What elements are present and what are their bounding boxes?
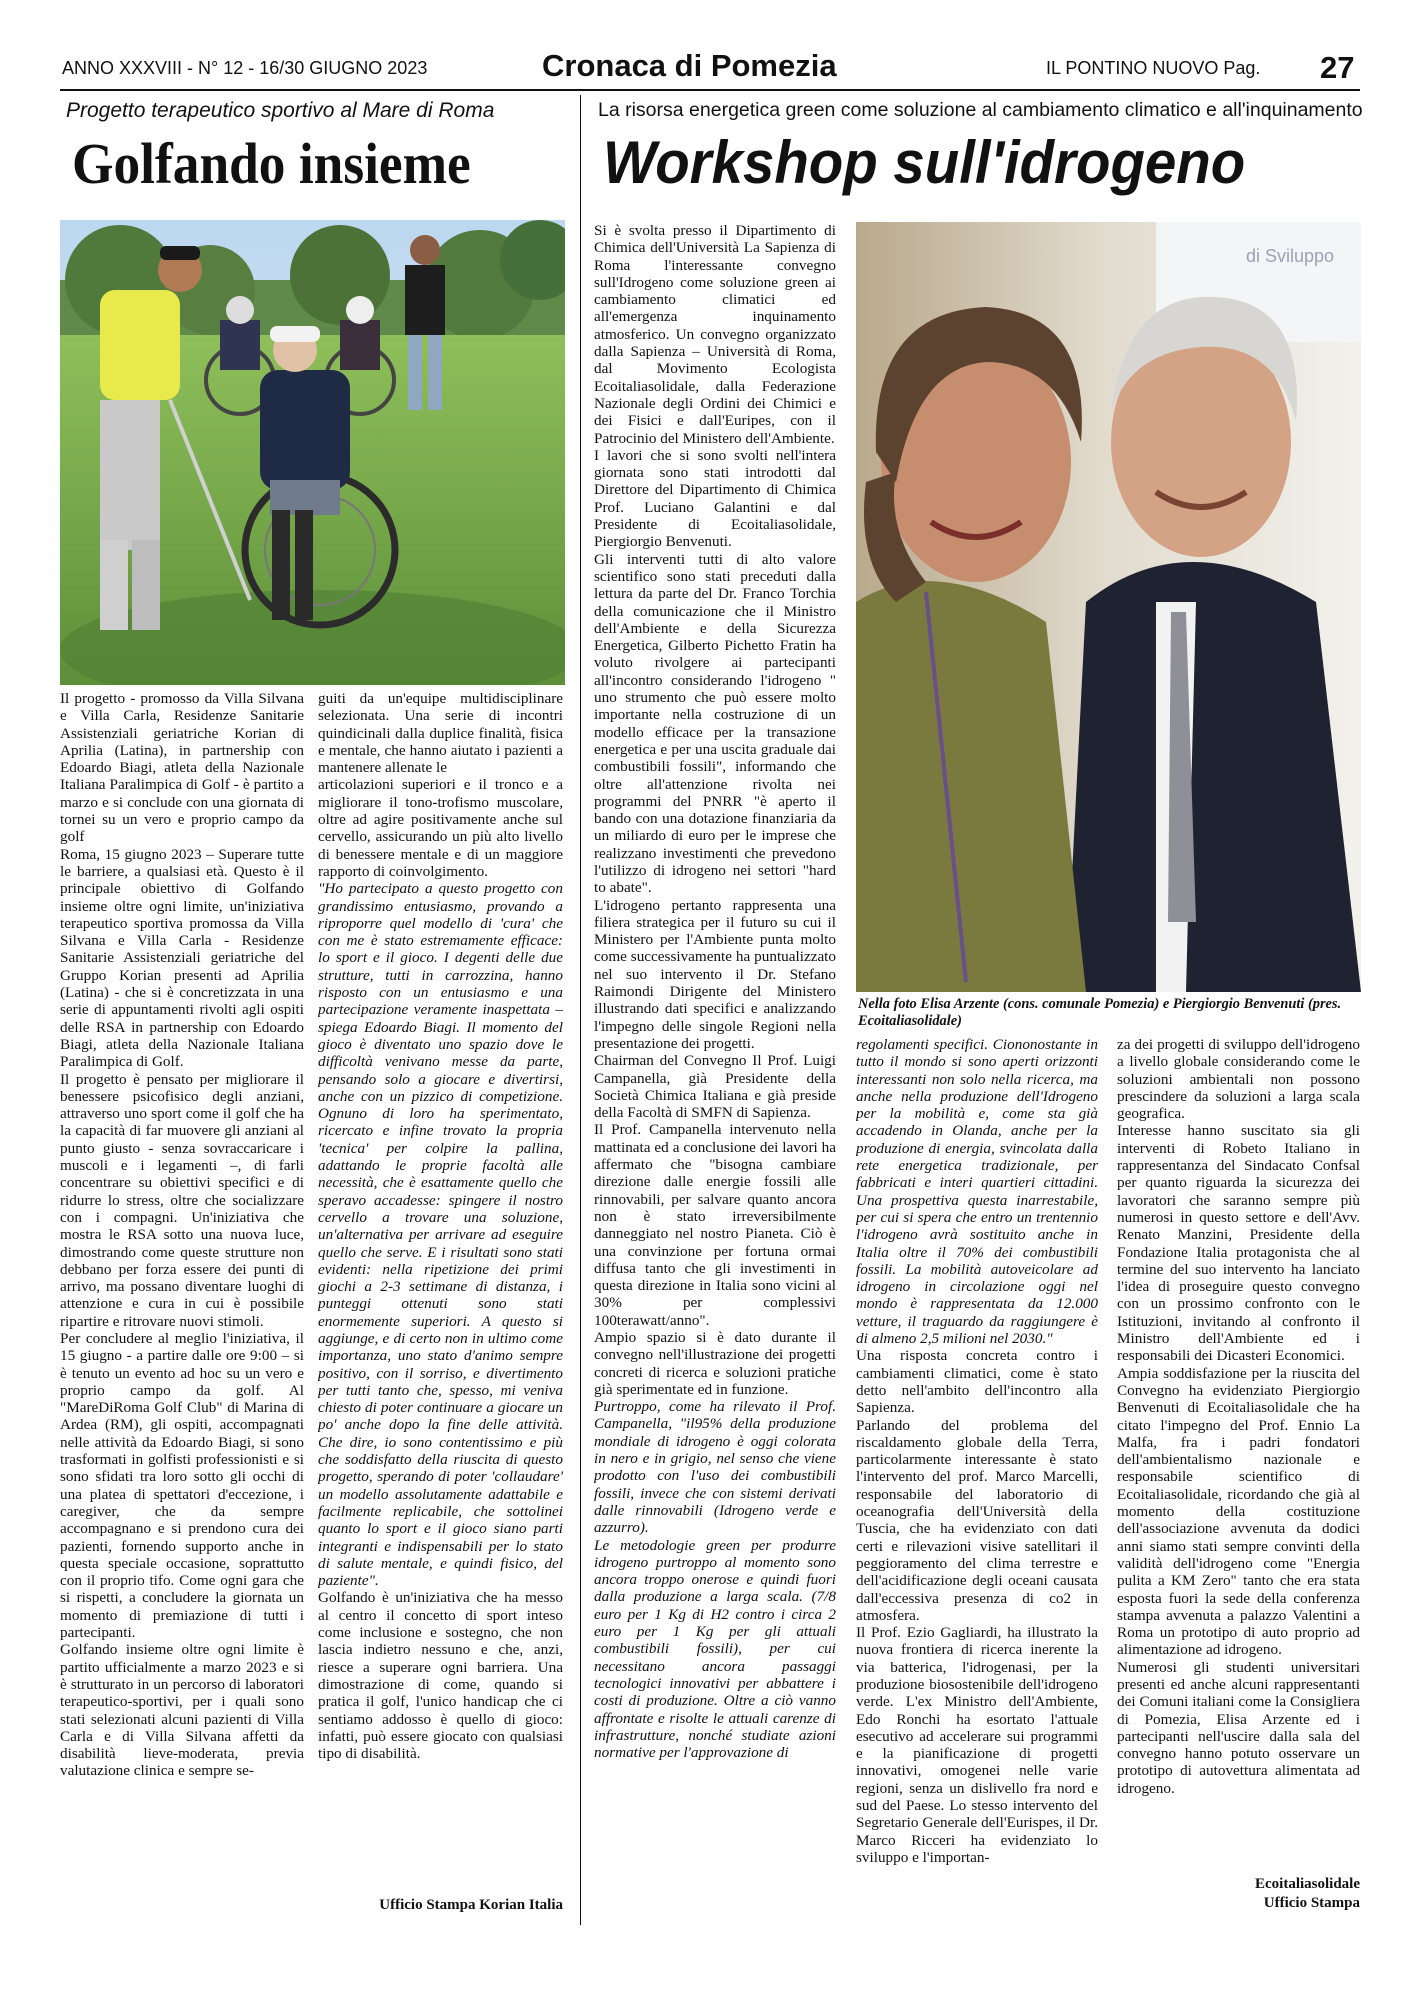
right-col1-p7: Ampio spazio si è dato durante il convegno nell'illustrazione dei progetti concreti di ricerca e soluzioni pratiche già sperimentate ed in funzione. [594, 1329, 836, 1398]
right-col1-p5: Chairman del Convegno Il Prof. Luigi Campanella, già Presidente della Società Chimica Italiana e già preside della Facoltà di SMFN di Sapienza. [594, 1052, 836, 1122]
left-col2-p1: guiti da un'equipe multidisciplinare selezionata. Una serie di incontri quindicinali dalla duplice finalità, fisica e mentale, che hanno aiutato i pazienti a mantenere allenate le [318, 690, 563, 777]
right-col2-p2: Una risposta concreta contro i cambiamenti climatici, come è stato detto nell'ambito dell'incontro alla Sapienza. [856, 1347, 1098, 1417]
issue-line: ANNO XXXVIII - N° 12 - 16/30 GIUGNO 2023 [62, 58, 428, 78]
right-col1-p6: Il Prof. Campanella intervenuto nella mattinata ed a conclusione dei lavori ha affermato che "bisogna cambiare direzione dalle energie fossili alle rinnovabili, per salvare quanto ancora non è stato irreversibilmente danneggiato nel nostro Pianeta. Ciò è una convinzione per fortuna ormai diffusa tanto che gli investimenti in questa direzione in Italia sono vicini al 30% per complessivi 100terawatt/anno". [594, 1121, 836, 1329]
left-article-col1 [60, 690, 304, 1918]
right-col3-p3: Ampia soddisfazione per la riuscita del Convegno ha evidenziato Piergiorgio Benvenuti di Ecoitaliasolidale che ha citato l'impegno del Prof. Ennio La Malfa, fra i padri fondatori dell'ambientalismo nazionale e responsabile scientifico di Ecoitaliasolidale, ricordando che già al momento della costituzione dell'associazione avvenuta da dodici anni siamo stati sempre convinti della validità dell'idrogeno come "Energia pulita a KM Zero" tanto che era stata esposta fuori la sede della conferenza stampa avvenuta a palazzo Valentini a Roma un prototipo di auto proprio ad alimentazione ad idrogeno. [1117, 1364, 1360, 1659]
left-col2-p4: Golfando è un'iniziativa che ha messo al centro il concetto di sport inteso come inclusione e sostegno, che non lascia indietro nessuno e che, anzi, riesce a superare ogni barriera. Una dimostrazione di come, quando si pratica il golf, l'unico handicap che ci sentiamo addosso è quello di gioco: infatti, può essere giocato con qualsiasi tipo di disabilità. [318, 1589, 563, 1763]
page-number: 27 [1320, 50, 1355, 85]
right-col3-p2: Interesse hanno suscitato sia gli interventi di Robeto Italiano in rappresentanza del Sindacato Confsal per quanto riguarda la sicurezza dei lavoratori che saranno sempre più numerosi in questo settore e dell'Avv. Renato Manzini, Presidente della Fondazione Italia protagonista che al termine del suo intervento ha lanciato l'idea di proseguire questo convegno con un prossimo confronto con le Istituzioni, invitando al confronto il Ministro dell'Ambiente ed i responsabili dei Dicasteri Economici. [1117, 1122, 1360, 1365]
section-title: Cronaca di Pomezia [542, 48, 837, 83]
right-col1-p1: Si è svolta presso il Dipartimento di Chimica dell'Università La Sapienza di Roma l'interessante convegno sull'Idrogeno come soluzione green ai cambiamento climatici ed all'emergenza inquinamento atmosferico. Un convegno organizzato dalla Sapienza – Università di Roma, dal Movimento Ecologista Ecoitaliasolidale, dalla Federazione Nazionale degli Ordini dei Chimici e dei Fisici e dall'Euripes, con il Patrocinio del Ministero dell'Ambiente. [594, 222, 836, 447]
golf-photo [60, 220, 565, 685]
left-col1-p4: Per concludere al meglio l'iniziativa, il 15 giugno - a partire dalle ore 9:00 – si è tenuto un evento ad hoc su un vero e proprio campo da golf. Al "MareDiRoma Golf Club" di Marina di Ardea (RM), gli ospiti, accompagnati nelle attività da Edoardo Biagi, si sono trasformati in golfisti professionisti e si sono sfidati tra loro sotto gli occhi di una platea di spettatori d'eccezione, i caregiver, che da sempre accompagnano e si prendono cura dei pazienti, fornendo supporto anche in questa speciale occasione, soprattutto con il proprio tifo. Come ogni gara che si rispetti, a concludere la giornata un momento di premiazione di tutti i partecipanti. [60, 1329, 304, 1642]
left-col1-p2: Roma, 15 giugno 2023 – Superare tutte le barriere, a qualsiasi età. Questo è il principale obiettivo di Golfando insieme oltre ogni limite, un'iniziativa terapeutico sportiva promossa da Villa Silvana e Villa Carla - Residenze Sanitarie Assistenziali geriatriche del Gruppo Korian presenti ad Aprilia (Latina) - che si è concretizzata in una serie di appuntamenti rivolti agli ospiti delle RSA in partnership con Edoardo Biagi, atleta della Nazionale Italiana Paralimpica di Golf. [60, 845, 304, 1071]
right-article-col1 [594, 222, 836, 1932]
right-col2-p4: Il Prof. Ezio Gagliardi, ha illustrato la nuova frontiera di ricerca inerente la via batterica, l'idrogenasi, per la produzione biosostenibile dell'idrogeno verde. L'ex Ministro dell'Ambiente, Edo Ronchi ha esortato l'attuale esecutivo ad accelerare sui programmi e la pianificazione di progetti innovativi, omogenei nelle varie regioni, senza un dislivello fra nord e sud del Paese. Lo stesso intervento del Segretario Generale dell'Eurispes, il Dr. Marco Ricceri ha evidenziato lo sviluppo e l'importan- [856, 1624, 1098, 1866]
article-divider [580, 95, 581, 1925]
left-col1-p1: Il progetto - promosso da Villa Silvana e Villa Carla, Residenze Sanitarie Assistenziali geriatriche Korian di Aprilia (Latina), in partnership con Edoardo Biagi, atleta della Nazionale Italiana Paralimpica di Golf - è partito a marzo e si conclude con una giornata di tornei su un vero e proprio campo da golf [60, 690, 304, 846]
right-col1-p4: L'idrogeno pertanto rappresenta una filiera strategica per il futuro su cui il Ministero per l'Ambiente punta molto come successivamente ha puntualizzato nel suo intervento il Dr. Stefano Raimondi Dirigente del Ministero illustrando dati specifici e analizzando l'impegno delle singole Regioni nella presentazione dei progetti. [594, 896, 836, 1052]
left-col1-p3: Il progetto è pensato per migliorare il benessere psicofisico degli anziani, attraverso uno sport come il golf che ha la capacità di far muovere gli anziani al punto giusto - senza sovraccaricare i muscoli e i legamenti –, di farli concentrare su obiettivi specifici e di ridurre lo stress, oltre che socializzare con i compagni. Un'iniziativa che mostra le RSA sotto una nuova luce, dimostrando come queste strutture non debbano per forza essere dei punti di arrivo, ma possano diventare luoghi di attenzione e cura in cui è possibile ripartire e ritrovare nuovi stimoli. [60, 1070, 304, 1330]
right-col3-p4: Numerosi gli studenti universitari presenti ed anche alcuni rappresentanti dei Comuni italiani come la Consigliera di Pomezia, Elisa Arzente ed i partecipanti nell'uscire dalla sala del convegno hanno potuto osservare un prototipo di autovettura alimentata ad idrogeno. [1117, 1658, 1360, 1797]
right-article-col3 [1117, 1036, 1360, 1874]
photo-caption: Nella foto Elisa Arzente (cons. comunale Pomezia) e Piergiorgio Benvenuti (pres. Ecoitaliasolidale) [858, 996, 1342, 1029]
right-title: Workshop sull'idrogeno [603, 129, 1246, 196]
right-kicker: La risorsa energetica green come soluzione al cambiamento climatico e all'inquinamento [598, 99, 1363, 121]
left-col1-p5: Golfando insieme oltre ogni limite è partito ufficialmente a marzo 2023 e si è strutturato in un percorso di laboratori terapeutico-sportivi, per i quali sono stati selezionati alcuni pazienti di Villa Carla e di Villa Silvana affetti da disabilità lieve-moderata, previa valutazione clinica e sempre se- [60, 1641, 304, 1780]
left-col2-p2: articolazioni superiori e il tronco e a migliorare il tono-trofismo muscolare, oltre ad agire positivamente anche sul cervello, assicurando un più alto livello di benessere mentale e di un maggiore rapporto di coinvolgimento. [318, 776, 563, 880]
right-col1-p9: Le metodologie green per produrre idrogeno purtroppo al momento sono ancora troppo onerose e quindi fuori dalla produzione a larga scala. (7/8 euro per 1 Kg di H2 contro i circa 2 euro per 1 Kg per gli attuali combustibili fossili), per cui necessitano ancora passaggi tecnologici innovativi per abbattere i costi di produzione. Oltre a ciò vanno affrontate e risolte le attuali carenze di infrastrutture, nonché studiate azioni normative per l'approvazione di [594, 1536, 836, 1762]
right-signature-1: Ecoitaliasolidale [1255, 1876, 1360, 1892]
right-col1-p8: Purtroppo, come ha rilevato il Prof. Campanella, "il95% della produzione mondiale di idrogeno è oggi colorata in nero e in grigio, nel senso che viene prodotto con l'uso dei combustibili fossili, invece che con sistemi derivati dalle rinnovabili (Idrogeno verde e azzurro). [594, 1398, 836, 1537]
header-rule [60, 89, 1360, 91]
paper-title: IL PONTINO NUOVO [1046, 58, 1219, 78]
right-col1-p2: I lavori che si sono svolti nell'intera giornata sono stati introdotti dal Direttore del Dipartimento di Chimica Prof. Luciano Galantini e dal Presidente di Ecoitaliasolidale, Piergiorgio Benvenuti. [594, 446, 836, 551]
left-article-col2 [318, 690, 563, 1898]
right-col1-p3: Gli interventi tutti di alto valore scientifico sono stati preceduti dalla lettura da parte del Dr. Franco Torchia della comunicazione che il Ministro dell'Ambiente e della Sicurezza Energetica, Gilberto Pichetto Fratin ha voluto rivolgere ai partecipanti all'incontro considerando l'idrogeno " uno strumento che può essere molto importante nella costruzione di un modello efficace per la transazione energetica e per una uscita graduale dai combustibili fossili", informando che oltre all'attenzione rivolta nei programmi del PNRR "è aperto il bando con una dotazione finanziaria da un miliardo di euro per le imprese che realizzano investimenti che prevedono l'utilizzo di idrogeno nei settori "hard to abate". [594, 550, 836, 897]
right-col3-p1: za dei progetti di sviluppo dell'idrogeno a livello globale considerando come le soluzioni ambientali non possono prescindere da soluzioni a larga scala geografica. [1117, 1036, 1360, 1123]
right-col2-p1: regolamenti specifici. Ciononostante in tutto il mondo si sono aperti orizzonti interessanti non solo nella ricerca, ma anche nella produzione dell'Idrogeno per la mobilità e, come sta già accadendo in Olanda, anche per la produzione di energia, svincolata dalla rete energetica tradizionale, per fabbricati e interi quartieri cittadini. Una prospettiva questa inarrestabile, per cui si spera che entro un trentennio l'idrogeno avrà sostituito anche in Italia oltre il 70% dei combustibili fossili. La mobilità autoveicolare ad idrogeno in circolazione oggi nel mondo è rappresentata da 12.000 vetture, il traguardo da raggiungere è di almeno 2,5 milioni nel 2030." [856, 1036, 1098, 1348]
workshop-photo-illustration [856, 222, 1361, 992]
golf-photo-illustration [60, 220, 565, 685]
svg-text:di Sviluppo: di Sviluppo [1246, 246, 1335, 266]
left-title: Golfando insieme [72, 131, 471, 196]
left-signature: Ufficio Stampa Korian Italia [379, 1897, 563, 1913]
right-article-col2 [856, 1036, 1098, 1928]
left-col2-quote: "Ho partecipato a questo progetto con grandissimo entusiasmo, provando a riproporre quel modello di 'cura' che con me è stato estremamente efficace: lo sport e il gioco. I degenti delle due strutture, tutti in carrozzina, hanno risposto con un entusiasmo e una partecipazione veramente inaspettata – spiega Edoardo Biagi. Il momento del gioco è diventato uno spazio dove le difficoltà venivano messe da parte, pensando solo a giocare e divertirsi, anche con un pizzico di competizione. Ognuno di loro ha sperimentato, ricercato e infine trovato la propria 'tecnica' per colpire la pallina, adattando le proprie facoltà alle necessità, che è esattamente quello che speravo accadesse: spingere il nostro cervello a trovare una soluzione, un'alternativa per arrivare ad eseguire quello che serve. E i risultati sono stati evidenti: nella ripetizione dei primi giochi a 2-3 settimane di distanza, i punteggi ottenuti sono stati enormemente superiori. A questo si aggiunge, e di certo non in ultimo come importanza, uno stato d'animo sempre positivo, con il sorriso, e divertimento per tutti tanto che, spesso, mi veniva chiesto di poter continuare a giocare un po' anche dopo la fine delle attività. Che dire, io sono contentissimo e più che soddisfatto della riuscita di questo progetto, sperando di poter 'collaudare' un modello assolutamente adattabile e facilmente replicabile, che sottolinei quanto lo sport e il gioco siano parti integranti e indispensabili per lo stato di salute mentale, e quindi fisico, del paziente". [318, 880, 563, 1590]
paper-name [1046, 58, 1260, 79]
right-col2-p3: Parlando del problema del riscaldamento globale della Terra, particolarmente interessante è stato l'intervento del prof. Marco Marcelli, responsabile del laboratorio di oceanografia dell'Università della Tuscia, che ha evidenziato con dati certi e rilevazioni visive satellitari il peggioramento del clima terrestre e dell'acidificazione degli oceani causata dall'eccessiva presenza di co2 in atmosfera. [856, 1416, 1098, 1624]
workshop-photo [856, 222, 1361, 992]
page-label: Pag. [1223, 58, 1261, 78]
left-kicker: Progetto terapeutico sportivo al Mare di Roma [66, 99, 495, 122]
right-signature-2: Ufficio Stampa [1263, 1895, 1360, 1911]
